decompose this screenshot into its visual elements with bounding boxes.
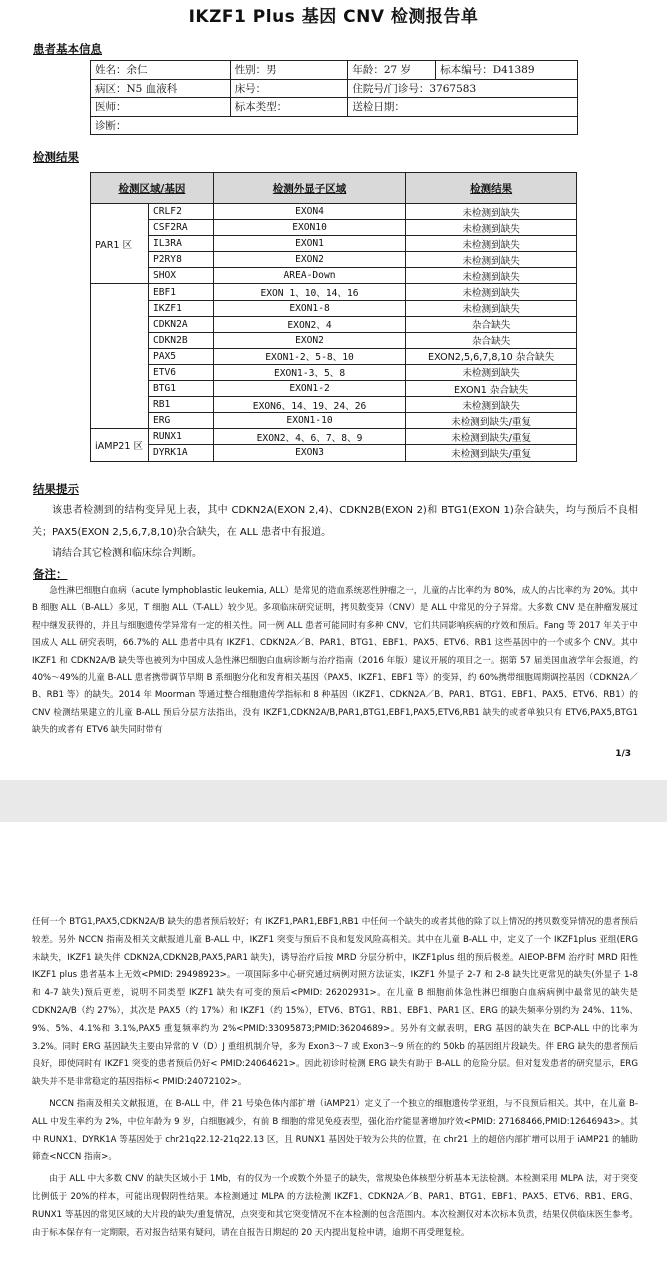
table-row (91, 252, 577, 268)
exon-cell: EXON1-8 (213, 300, 405, 316)
results-table (90, 172, 577, 462)
patient-ward: 病区：N5 血液科 (91, 79, 231, 98)
gene-cell: IKZF1 (148, 300, 213, 316)
submission-date: 送检日期： (348, 98, 578, 117)
result-cell: 未检测到缺失 (406, 364, 577, 380)
exon-cell: EXON2 (213, 252, 405, 268)
report-title: IKZF1 Plus 基因 CNV 检测报告单 (188, 7, 479, 27)
exon-cell: EXON1-2 (213, 381, 405, 397)
result-cell: 未检测到缺失 (406, 204, 577, 220)
exon-cell: EXON2、4 (213, 316, 405, 332)
patient-name: 姓名：余仁 (91, 61, 231, 80)
notes-continued (32, 914, 638, 1242)
gene-cell: RB1 (148, 397, 213, 413)
notes-paragraph: NCCN 指南及相关文献报道，在 B-ALL 中，伴 21 号染色体内部扩增（iAMP21）定义了一个独立的细胞遗传学亚组，与不良预后相关。其中，在儿童 B-ALL 中发生率约为 2%，中位年龄为 9 岁，白细胞减少，有前 B 细胞的常见免疫表型，强化治疗能显著增加疗效<PMID: 27168466,PMID:12646943>。其中 RUNX1、DYRK1A 等基因处于 chr21q22.12-21q22.13 区，且 RUNX1 基因处于较为公共的位置，在 chr21 上的超倍内部扩增可以用于 iAMP21 的辅助筛查<NCCN 指南>。 (32, 1098, 638, 1163)
table-row (91, 413, 577, 429)
result-cell: 未检测到缺失 (406, 236, 577, 252)
table-row (91, 204, 577, 220)
region-cell: PAR1 区 (91, 204, 149, 284)
table-row (91, 316, 577, 332)
conclusion-paragraph: 请结合其它检测和临床综合判断。 (52, 548, 202, 559)
sample-type: 标本类型： (230, 98, 348, 117)
table-row (91, 381, 577, 397)
table-row (91, 300, 577, 316)
region-cell (91, 284, 149, 429)
diagnosis: 诊断： (91, 116, 578, 135)
table-row (91, 284, 577, 300)
table-row (91, 332, 577, 348)
result-cell: 未检测到缺失/重复 (406, 429, 577, 445)
exon-cell: EXON1-2、5-8、10 (213, 348, 405, 364)
gene-cell: CDKN2B (148, 332, 213, 348)
exon-cell: EXON4 (213, 204, 405, 220)
result-cell: 未检测到缺失 (406, 300, 577, 316)
gene-cell: P2RY8 (148, 252, 213, 268)
table-row (91, 429, 577, 445)
table-row (91, 397, 577, 413)
exon-cell: EXON10 (213, 220, 405, 236)
result-cell: 杂合缺失 (406, 316, 577, 332)
table-row (91, 445, 577, 461)
table-row (91, 236, 577, 252)
sample-number: 标本编号：D41389 (436, 61, 578, 80)
exon-cell: EXON1-10 (213, 413, 405, 429)
result-cell: 未检测到缺失 (406, 220, 577, 236)
result-cell: EXON1 杂合缺失 (406, 381, 577, 397)
exon-cell: EXON 1、10、14、16 (213, 284, 405, 300)
patient-bed: 床号： (230, 79, 348, 98)
gene-cell: ETV6 (148, 364, 213, 380)
gene-cell: BTG1 (148, 381, 213, 397)
patient-section-title: 患者基本信息 (33, 42, 102, 56)
notes-paragraph: 由于 ALL 中大多数 CNV 的缺失区域小于 1Mb，有的仅为一个或数个外显子的缺失，常规染色体核型分析基本无法检测。本检测采用 MLPA 法，对于突变比例低于 20%的样本，可能出现假阴性结果。本检测通过 MLPA 的方法检测 IKZF1、CDKN2A／B、PAR1、BTG1、EBF1、PAX5、ETV6、RB1、ERG、RUNX1 等基因的常见区域的大片段的缺失/重复情况，点突变和其它突变情况不在本检测的包含范围内。本次检测仅对本次标本负责，结果仅供临床医生参考。由于标本保存有一定期限，若对报告结果有疑问，请在自报告日期起的 20 天内提出复检申请，逾期不再受理复检。 (32, 1174, 638, 1238)
patient-gender: 性别：男 (230, 61, 348, 80)
result-cell: 未检测到缺失 (406, 284, 577, 300)
result-cell: EXON2,5,6,7,8,10 杂合缺失 (406, 348, 577, 364)
exon-cell: EXON1-3、5、8 (213, 364, 405, 380)
gene-cell: SHOX (148, 268, 213, 284)
result-cell: 未检测到缺失 (406, 397, 577, 413)
gene-cell: DYRK1A (148, 445, 213, 461)
exon-cell: AREA-Down (213, 268, 405, 284)
gene-cell: ERG (148, 413, 213, 429)
patient-info-table (90, 60, 578, 135)
gene-cell: IL3RA (148, 236, 213, 252)
result-cell: 未检测到缺失/重复 (406, 445, 577, 461)
table-row (91, 268, 577, 284)
table-row (91, 348, 577, 364)
report-page-2 (0, 822, 667, 1280)
admission-number: 住院号/门诊号：3767583 (348, 79, 578, 98)
exon-cell: EXON1 (213, 236, 405, 252)
notes-paragraph: 任何一个 BTG1,PAX5,CDKN2A/B 缺失的患者预后较好；有 IKZF1,PAR1,EBF1,RB1 中任何一个缺失的或者其他的除了以上情况的拷贝数变异情况的患者预后较差。另外 NCCN 指南及相关文献报道儿童 B-ALL 中，IKZF1 突变与预后不良和复发风险高相关。其中在儿童 B-ALL 中，定义了一个 IKZF1plus 亚组(ERG 未缺失，IKZF1 缺失伴 CDKN2A,CDKN2B,PAX5,PAR1 缺失)，诱导治疗后按 MRD 分层分析中，IKZF1plus 组的预后极差。AIEOP-BFM 治疗时 MRD 阳性 IKZF1 plus 患者基本上无效<PMID: 29498923>。一项国际多中心研究通过病例对照方法证实，IKZF1 外显子 2-7 和 2-8 缺失比更常见的缺失(外显子 1-8 和 4-7 缺失)预后更差，说明不同类型 IKZF1 缺失有可变的预后<PMID: 26202931>。在儿童 B 细胞前体急性淋巴细胞白血病病例中最常见的缺失是 CDKN2A/B（约 27%），其次是 PAX5（约 17%）和 IKZF1（约 15%），ETV6、BTG1、RB1、EBF1、PAR1 区、ERG 的缺失频率分别约为 24%、11%、9%、5%、4.1%和 3.1%,PAX5 重复频率约为 2%<PMID:33095873;PMID:36204689>。另外有文献表明，ERG 基因的缺失在 BCP-ALL 中的比率为 3.2%。同时 ERG 基因缺失主要由异常的 V（D）J 重组机制介导，多为 Exon3～7 或 Exon3～9 所在的约 50kb 的基因组片段缺失。伴 ERG 缺失的患者预后良好，即使同时有 IKZF1 突变的患者预后仍好< PMID:24064621>。因此初诊时检测 ERG 缺失有助于 B-ALL 的危险分层。但对复发患者的研究显示，ERG 缺失并不是非常稳定的基因指标< PMID:24072102>。 (32, 917, 638, 1088)
table-row (91, 220, 577, 236)
result-cell: 未检测到缺失 (406, 268, 577, 284)
conclusion-section-title: 结果提示 (33, 482, 79, 496)
gene-cell: PAX5 (148, 348, 213, 364)
result-cell: 杂合缺失 (406, 332, 577, 348)
header-exon: 检测外显子区域 (213, 173, 405, 204)
physician: 医师： (91, 98, 231, 117)
notes-paragraph: 急性淋巴细胞白血病（acute lymphoblastic leukemia, ALL）是常见的造血系统恶性肿瘤之一，儿童的占比率约为 80%，成人的占比率约为 20%。其中 B 细胞 ALL（B-ALL）多见，T 细胞 ALL（T-ALL）较少见。多项临床研究证明，拷贝数变异（CNV）是 ALL 中常见的分子异常。大多数 CNV 是在肿瘤发展过程中继发获得的，并且与细胞遗传学异常有一定的相关性。同一例 ALL 患者可能同时有多种 CNV，它们共同影响疾病的疗效和预后。Fang 等 2017 年关于中国成人 ALL 研究表明，66.7%的 ALL 患者中具有 IKZF1、CDKN2A／B、PAR1、BTG1、EBF1、PAX5、ETV6、RB1 这些基因中的一个或多个 CNV。其中 IKZF1 和 CDKN2A/B 缺失等也被列为中国成人急性淋巴细胞白血病诊断与治疗指南（2016 年版）建议开展的项目之一。据第 57 届美国血液学年会报道，约 40%～49%的儿童 B-ALL 患者携带调节早期 B 系细胞分化和发育相关基因（PAX5、IKZF1、EBF1 等）的变异，约 60%携带细胞周期调控基因（CDKN2A／B、RB1 等）的缺失。2014 年 Moorman 等通过整合细胞遗传学指标和 8 种基因（IKZF1、CDKN2A／B、PAR1、BTG1、EBF1、PAX5、ETV6、RB1）的 CNV 检测结果建立的儿童 B-ALL 预后分层方法指出，没有 IKZF1,CDKN2A/B,PAR1,BTG1,EBF1,PAX5,ETV6,RB1 缺失的或者单独只有 ETV6,PAX5,BTG1 缺失的或者有 ETV6 缺失同时带有 (32, 586, 638, 736)
page-number: 1/3 (615, 749, 631, 759)
conclusion-text (32, 500, 638, 565)
results-section-title: 检测结果 (33, 150, 79, 164)
patient-age: 年龄：27 岁 (348, 61, 436, 80)
result-cell: 未检测到缺失/重复 (406, 413, 577, 429)
gene-cell: CSF2RA (148, 220, 213, 236)
exon-cell: EXON3 (213, 445, 405, 461)
table-row (91, 364, 577, 380)
notes-text (32, 583, 638, 740)
gene-cell: EBF1 (148, 284, 213, 300)
gene-cell: CRLF2 (148, 204, 213, 220)
exon-cell: EXON2、4、6、7、8、9 (213, 429, 405, 445)
conclusion-paragraph: 该患者检测到的结构变异见上表，其中 CDKN2A(EXON 2,4)、CDKN2B(EXON 2)和 BTG1(EXON 1)杂合缺失，均与预后不良相关；PAX5(EXON 2,5,6,7,8,10)杂合缺失，在 ALL 患者中有报道。 (32, 505, 638, 538)
gene-cell: CDKN2A (148, 316, 213, 332)
region-cell: iAMP21 区 (91, 429, 149, 461)
header-result: 检测结果 (406, 173, 577, 204)
notes-section-title: 备注： (33, 567, 68, 581)
header-region-gene: 检测区域/基因 (91, 173, 214, 204)
exon-cell: EXON2 (213, 332, 405, 348)
result-cell: 未检测到缺失 (406, 252, 577, 268)
gene-cell: RUNX1 (148, 429, 213, 445)
exon-cell: EXON6、14、19、24、26 (213, 397, 405, 413)
page-gap (0, 780, 667, 822)
